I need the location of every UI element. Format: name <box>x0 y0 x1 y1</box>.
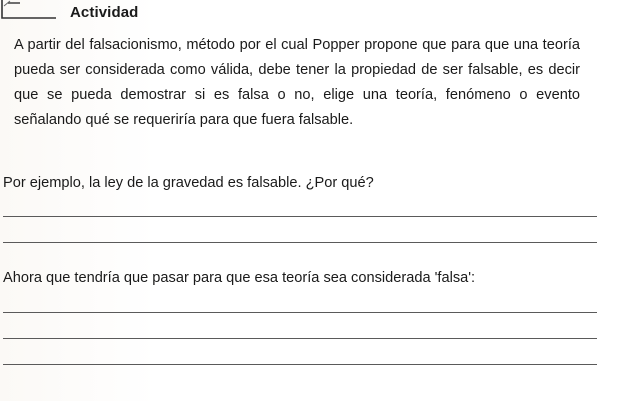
activity-title: Actividad <box>70 4 139 21</box>
activity-icon <box>0 0 60 22</box>
answer-line-1a[interactable] <box>3 216 597 217</box>
answer-line-2b[interactable] <box>3 338 597 339</box>
instructions-paragraph: A partir del falsacionismo, método por el cual Popper propone que para que una teoría pueda ser considerada como válida, debe tener la propiedad de ser falsable, es decir que se pueda demostrar si es falsa o no, elige una teoría, fenómeno o evento señalando qué se requeriría para que fuera falsable. <box>14 37 580 128</box>
question-1: Por ejemplo, la ley de la gravedad es falsable. ¿Por qué? <box>3 175 374 191</box>
answer-line-2a[interactable] <box>3 312 597 313</box>
question-2: Ahora que tendría que pasar para que esa teoría sea considerada 'falsa': <box>3 270 476 286</box>
answer-line-2c[interactable] <box>3 364 597 365</box>
answer-line-1b[interactable] <box>3 242 597 243</box>
